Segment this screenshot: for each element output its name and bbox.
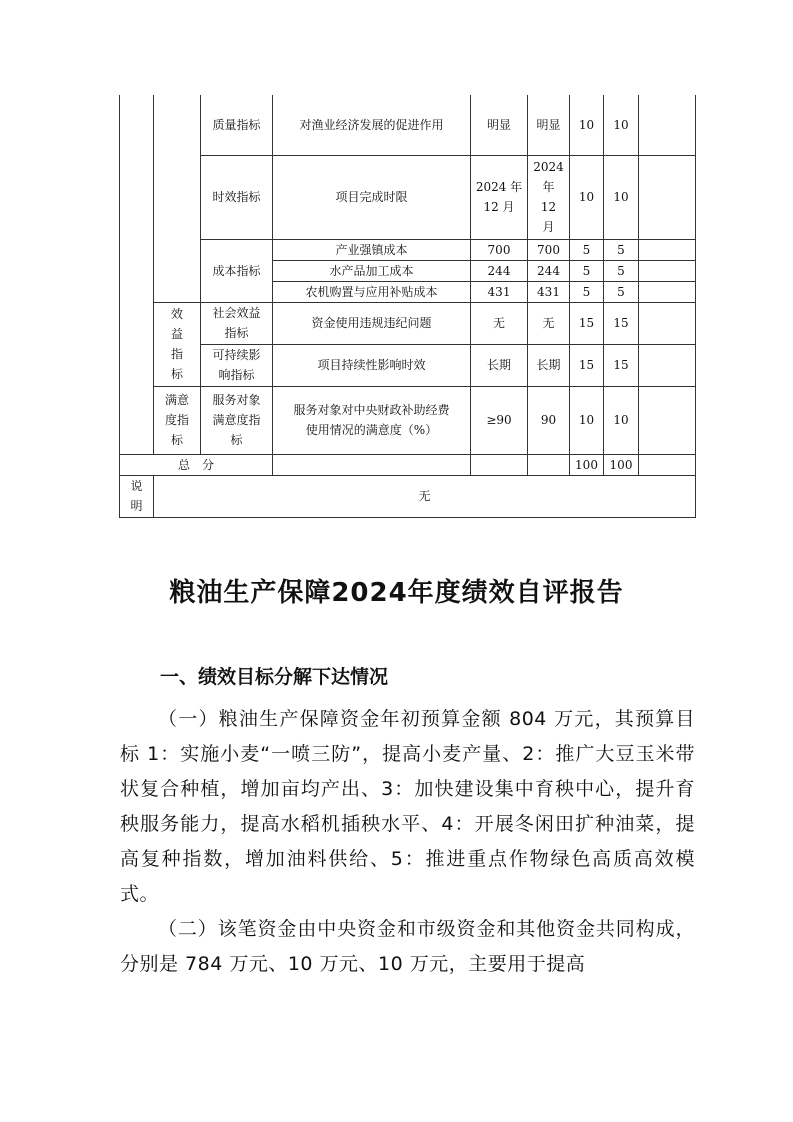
benefit-category-cell: 效 益 指 标 — [154, 302, 201, 386]
target-cell: 无 — [471, 302, 528, 344]
score-cell: 5 — [604, 281, 639, 302]
table-row-quality — [120, 95, 696, 155]
target-cell: 700 — [471, 239, 528, 260]
second-level-cell — [154, 155, 201, 239]
indicator-cell: 质量指标 — [201, 95, 273, 155]
total-label: 总 分 — [120, 454, 273, 475]
remark-cell — [639, 302, 696, 344]
actual-cell: 244 — [528, 260, 570, 281]
table-row-satisfaction — [120, 386, 696, 454]
note-label: 说 明 — [120, 475, 154, 517]
note-text: 无 — [154, 475, 696, 517]
weight-cell: 15 — [570, 344, 604, 386]
item-cell: 农机购置与应用补贴成本 — [273, 281, 471, 302]
weight-cell: 10 — [570, 386, 604, 454]
item-cell: 服务对象对中央财政补助经费 使用情况的满意度（%） — [273, 386, 471, 454]
satisfaction-category-cell: 满意 度指 标 — [154, 386, 201, 454]
body-paragraph: （一）粮油生产保障资金年初预算金额 804 万元，其预算目标 1：实施小麦“一喷三防”，提高小麦产量、2：推广大豆玉米带状复合种植，增加亩均产出、3：加快建设集中育秧中心，提升育秧服务能力，提高水稻机插秧水平、4：开展冬闲田扩种油菜，提高复种指数，增加油料供给、5：推进重点作物绿色高质高效模式。 — [120, 708, 695, 905]
actual-cell: 700 — [528, 239, 570, 260]
target-cell: 431 — [471, 281, 528, 302]
performance-table — [119, 95, 696, 518]
indicator-cell: 成本指标 — [201, 239, 273, 302]
item-cell: 资金使用违规违纪问题 — [273, 302, 471, 344]
score-cell: 5 — [604, 239, 639, 260]
first-level-cell — [120, 155, 154, 239]
table-row-total — [120, 454, 696, 475]
body-paragraph: （二）该笔资金由中央资金和市级资金和其他资金共同构成，分别是 784 万元、10 万元、10 万元，主要用于提高 — [120, 918, 695, 975]
score-cell: 15 — [604, 344, 639, 386]
first-level-cell — [120, 302, 154, 344]
target-cell: 2024 年 12 月 — [471, 155, 528, 239]
score-cell: 15 — [604, 302, 639, 344]
table-row-timeliness — [120, 155, 696, 239]
remark-cell — [639, 155, 696, 239]
total-weight: 100 — [570, 454, 604, 475]
weight-cell: 5 — [570, 281, 604, 302]
score-cell: 10 — [604, 155, 639, 239]
first-level-cell — [120, 260, 154, 281]
indicator-cell: 社会效益 指标 — [201, 302, 273, 344]
score-cell: 10 — [604, 95, 639, 155]
item-cell — [273, 454, 471, 475]
indicator-cell: 可持续影 响指标 — [201, 344, 273, 386]
item-cell: 水产品加工成本 — [273, 260, 471, 281]
actual-cell — [528, 454, 570, 475]
first-level-cell — [120, 239, 154, 260]
first-level-cell — [120, 281, 154, 302]
actual-cell: 无 — [528, 302, 570, 344]
target-cell: 长期 — [471, 344, 528, 386]
first-level-cell — [120, 386, 154, 454]
section-heading: 一、绩效目标分解下达情况 — [160, 666, 389, 688]
remark-cell — [639, 344, 696, 386]
indicator-cell: 时效指标 — [201, 155, 273, 239]
table-row-sustainable — [120, 344, 696, 386]
score-cell: 10 — [604, 386, 639, 454]
item-cell: 对渔业经济发展的促进作用 — [273, 95, 471, 155]
actual-cell: 431 — [528, 281, 570, 302]
weight-cell: 5 — [570, 260, 604, 281]
actual-cell: 2024 年 12 月 — [528, 155, 570, 239]
remark-cell — [639, 260, 696, 281]
table-row-cost — [120, 239, 696, 260]
target-cell: ≥90 — [471, 386, 528, 454]
score-cell: 5 — [604, 260, 639, 281]
remark-cell — [639, 454, 696, 475]
actual-cell: 90 — [528, 386, 570, 454]
item-cell: 产业强镇成本 — [273, 239, 471, 260]
first-level-cell — [120, 95, 154, 155]
first-level-cell — [120, 344, 154, 386]
total-score: 100 — [604, 454, 639, 475]
target-cell: 244 — [471, 260, 528, 281]
weight-cell: 10 — [570, 155, 604, 239]
item-cell: 项目完成时限 — [273, 155, 471, 239]
actual-cell: 长期 — [528, 344, 570, 386]
target-cell: 明显 — [471, 95, 528, 155]
weight-cell: 5 — [570, 239, 604, 260]
remark-cell — [639, 239, 696, 260]
table-row-social-benefit — [120, 302, 696, 344]
weight-cell: 15 — [570, 302, 604, 344]
second-level-cell — [154, 95, 201, 155]
item-cell: 项目持续性影响时效 — [273, 344, 471, 386]
remark-cell — [639, 95, 696, 155]
weight-cell: 10 — [570, 95, 604, 155]
target-cell — [471, 454, 528, 475]
actual-cell: 明显 — [528, 95, 570, 155]
report-title: 粮油生产保障2024年度绩效自评报告 — [169, 578, 624, 608]
remark-cell — [639, 386, 696, 454]
indicator-cell: 服务对象 满意度指 标 — [201, 386, 273, 454]
second-level-cell — [154, 239, 201, 302]
table-row-note — [120, 475, 696, 517]
remark-cell — [639, 281, 696, 302]
